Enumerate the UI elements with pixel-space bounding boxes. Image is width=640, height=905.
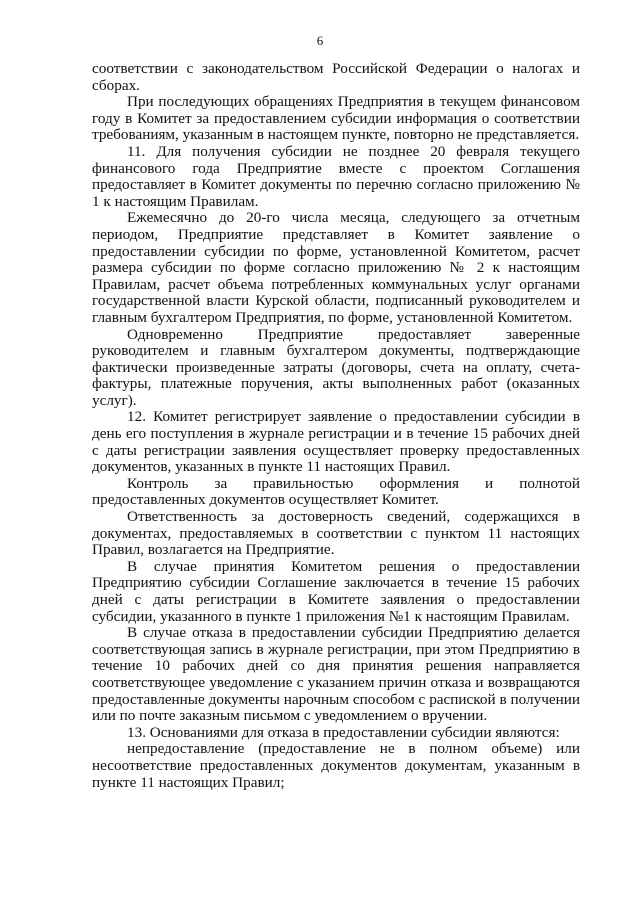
paragraph-6: 12. Комитет регистрирует заявление о предоставлении субсидии в день его поступления в журнале регистрации и в течение 15 рабочих дней с даты регистрации заявления осуществляет проверку предоставленных документов, указанных в пункте 11 настоящих Правил. — [92, 408, 580, 476]
paragraph-5: Одновременно Предприятие предоставляет заверенные руководителем и главным бухгалтером документы, подтверждающие фактически произведенные затраты (договоры, счета на оплату, счета-фактуры, платежные поручения, акты выполненных работ (оказанных услуг). — [92, 325, 580, 409]
paragraph-12: непредоставление (предоставление не в полном объеме) или несоответствие предоставленных документов документам, указанным в пункте 11 настоящих Правил; — [92, 740, 580, 791]
paragraph-8: Ответственность за достоверность сведений, содержащихся в документах, предоставляемых в соответствии с пунктом 11 настоящих Правил, возлагается на Предприятие. — [92, 508, 580, 559]
paragraph-9: В случае принятия Комитетом решения о предоставлении Предприятию субсидии Соглашение заключается в течение 15 рабочих дней с даты регистрации в Комитете заявления о предоставлении субсидии, указанного в пункте 1 приложения №1 к настоящим Правилам. — [92, 557, 580, 625]
paragraph-11: 13. Основаниями для отказа в предоставлении субсидии являются: — [127, 723, 560, 741]
paragraph-1: соответствии с законодательством Российской Федерации о налогах и сборах. — [92, 60, 580, 94]
body-text — [92, 61, 580, 791]
paragraph-4: Ежемесячно до 20-го числа месяца, следующего за отчетным периодом, Предприятие представляет в Комитет заявление о предоставлении субсидии по форме, установленной Комитетом, расчет размера субсидии по форме согласно приложению № 2 к настоящим Правилам, расчет объема потребленных коммунальных услуг органами государственной власти Курской области, подписанный руководителем и главным бухгалтером Предприятия, по форме, установленной Комитетом. — [92, 209, 580, 326]
paragraph-10: В случае отказа в предоставлении субсидии Предприятию делается соответствующая запись в журнале регистрации, при этом Предприятию в течение 10 рабочих дней со дня принятия решения направляется соответствующее уведомление с указанием причин отказа и возвращаются предоставленные документы нарочным способом с распиской в получении или по почте заказным письмом с уведомлением о вручении. — [92, 624, 580, 725]
paragraph-2: При последующих обращениях Предприятия в текущем финансовом году в Комитет за предоставлением субсидии информация о соответствии требованиям, указанным в настоящем пункте, повторно не представляется. — [92, 93, 580, 144]
page-number: 6 — [316, 33, 324, 48]
paragraph-3: 11. Для получения субсидии не позднее 20 февраля текущего финансового года Предприятие вместе с проектом Соглашения предоставляет в Комитет документы по перечню согласно приложению № 1 к настоящим Правилам. — [92, 142, 580, 210]
paragraph-7: Контроль за правильностью оформления и полнотой предоставленных документов осуществляет Комитет. — [92, 474, 580, 509]
